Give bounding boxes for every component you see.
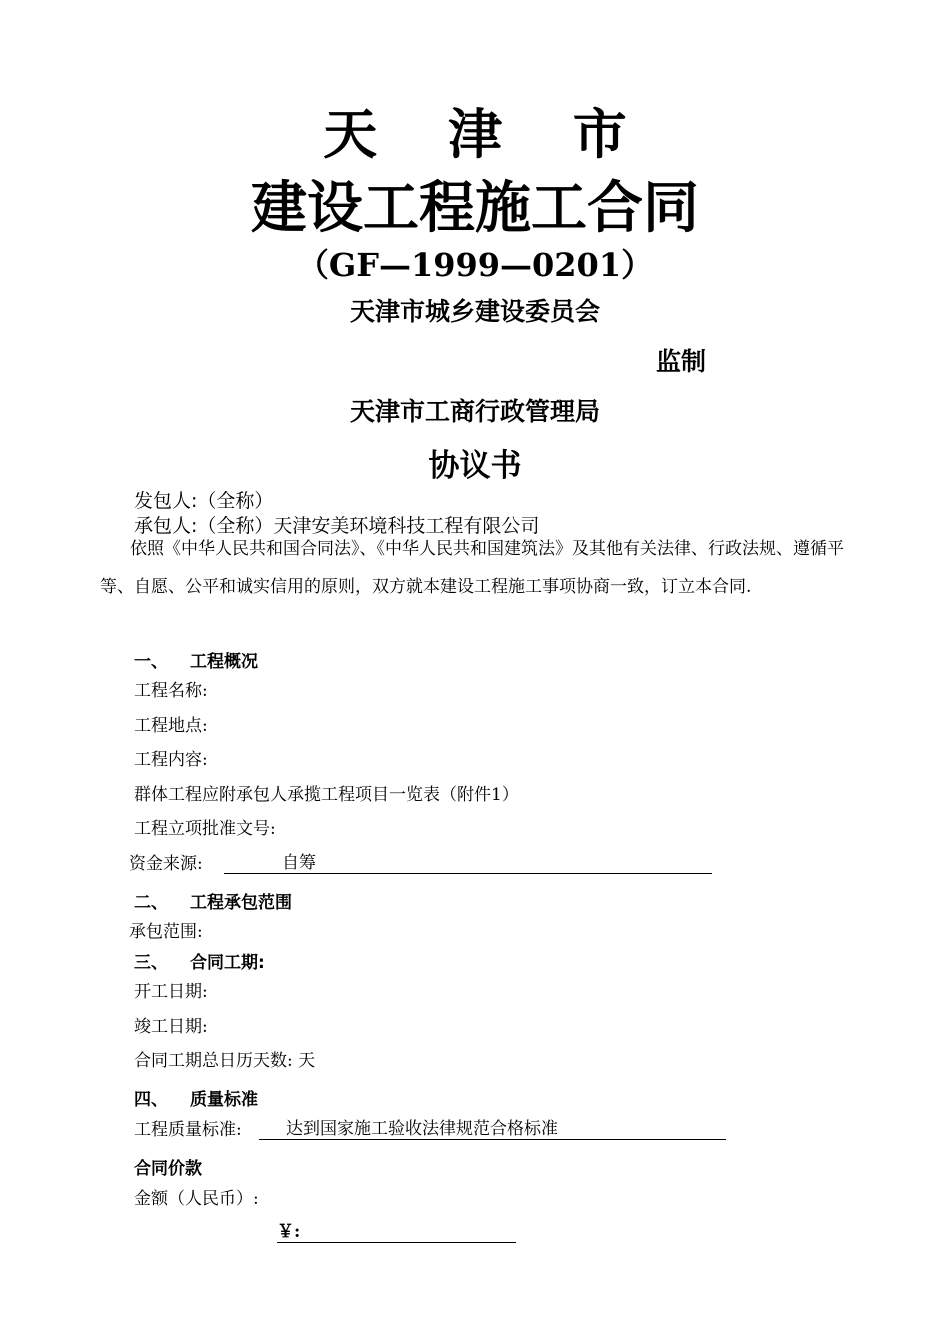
section4-number: 四、	[134, 1090, 168, 1110]
quality-standard-field	[259, 1119, 726, 1140]
fund-source-field	[224, 853, 712, 874]
supervise-label: 监制	[656, 347, 707, 376]
completion-date-label: 竣工日期:	[134, 1017, 208, 1037]
section1-number: 一、	[134, 652, 168, 672]
quality-standard-label: 工程质量标准:	[134, 1120, 242, 1140]
section2-heading	[134, 888, 292, 913]
project-content-label: 工程内容:	[134, 750, 208, 770]
document-code: （GF—1999—0201）	[296, 246, 654, 284]
yuan-label: ￥:	[277, 1222, 301, 1242]
approval-number-label: 工程立项批准文号:	[134, 819, 276, 839]
amount-rmb-label: 金额（人民币）:	[134, 1189, 259, 1209]
employer-line	[134, 486, 273, 513]
quality-standard-value: 达到国家施工验收法律规范合格标准	[286, 1119, 558, 1139]
contractor-label: 承包人:（全称）	[134, 515, 274, 537]
project-location-label: 工程地点:	[134, 716, 208, 736]
section2-number: 二、	[134, 893, 168, 913]
supervisor-commerce-bureau: 天津市工商行政管理局	[349, 397, 600, 426]
amount-yuan-field	[277, 1222, 516, 1243]
section4-title: 质量标准	[190, 1090, 258, 1110]
contract-price-heading: 合同价款	[134, 1159, 202, 1179]
section2-title: 工程承包范围	[190, 893, 292, 913]
project-name-label: 工程名称:	[134, 681, 208, 701]
employer-label: 发包人:（全称）	[134, 490, 274, 512]
group-project-note: 群体工程应附承包人承揽工程项目一览表（附件1）	[134, 785, 519, 805]
fund-source-value: 自筹	[282, 853, 316, 873]
fund-source-line	[129, 846, 203, 883]
agreement-title: 协议书	[428, 448, 522, 484]
section3-title: 合同工期:	[190, 953, 265, 973]
contractor-name: 天津安美环境科技工程有限公司	[273, 515, 540, 537]
intro-paragraph: 依照《中华人民共和国合同法》、《中华人民共和国建筑法》及其他有关法律、行政法规、遵循平等、自愿、公平和诚实信用的原则，双方就本建设工程施工事项协商一致，订立本合同.	[100, 539, 844, 597]
fund-source-label: 资金来源:	[129, 854, 203, 874]
total-days-label: 合同工期总日历天数: 天	[134, 1051, 316, 1071]
start-date-label: 开工日期:	[134, 982, 208, 1002]
section1-heading	[134, 647, 258, 672]
document-title: 建设工程施工合同	[251, 176, 699, 241]
section3-heading	[134, 948, 265, 973]
city-title: 天 津 市	[323, 103, 653, 166]
scope-label: 承包范围:	[129, 922, 203, 942]
supervisor-construction-committee: 天津市城乡建设委员会	[349, 297, 600, 326]
section1-title: 工程概况	[190, 652, 258, 672]
section3-number: 三、	[134, 953, 168, 973]
section4-heading	[134, 1085, 258, 1110]
